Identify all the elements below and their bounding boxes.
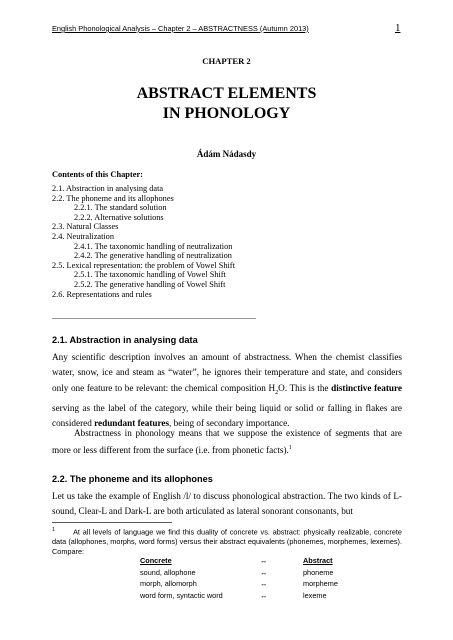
comparison-abstract-cell: lexeme [303, 591, 327, 601]
chapter-title-line-2: IN PHONOLOGY [162, 105, 291, 122]
footnote-divider [52, 522, 172, 523]
toc-item: 2.2.1. The standard solution [74, 203, 167, 213]
comparison-header-row [140, 555, 383, 567]
comparison-row [140, 590, 383, 602]
toc-item: 2.3. Natural Classes [52, 222, 119, 232]
comparison-row [140, 567, 383, 579]
section-2-1-paragraph-2: Abstractness in phonology means that we suppose the existence of segments that are more or less different from the surface (i.e. from phonetic facts).$^1$ [52, 428, 402, 456]
toc-item: 2.6. Representations and rules [52, 289, 152, 299]
chapter-label: CHAPTER 2 [202, 56, 251, 66]
running-header [52, 24, 402, 33]
page-number: 1 [395, 22, 401, 34]
toc-item: 2.2.2. Alternative solutions [74, 212, 164, 222]
table-of-contents [52, 184, 412, 299]
footnote-mark: 1 [52, 527, 56, 533]
toc-item: 2.2. The phoneme and its allophones [52, 193, 174, 203]
contents-divider [52, 318, 256, 319]
comparison-arrow-cell: ↔ [260, 591, 268, 601]
comparison-table [140, 555, 383, 601]
comparison-header-arrow: ↔ [260, 556, 268, 566]
comparison-header-concrete: Concrete [140, 556, 172, 566]
section-2-1-paragraph-1: Any scientific description involves an amount of abstractness. When the chemist classifies water, snow, ice and steam as “water”, he ignores their temperature and state, and considers only one feature to be relevant: the chemical composition $H_2O$. This is the distinctive feature serving as the label of the category, while their being liquid or solid or falling in flakes are considered redundant features, being of secondary importance. [52, 352, 402, 429]
toc-item: 2.5. Lexical representation: the problem of Vowel Shift [52, 260, 235, 270]
comparison-arrow-cell: ↔ [260, 579, 268, 589]
term-redundant-features: redundant features [94, 418, 170, 429]
chapter-title-line-1: ABSTRACT ELEMENTS [136, 85, 317, 102]
comparison-header-abstract: Abstract [303, 556, 333, 566]
term-distinctive-feature: distinctive feature [331, 382, 402, 393]
contents-heading: Contents of this Chapter: [52, 170, 143, 179]
footnote [52, 526, 402, 556]
comparison-abstract-cell: morpheme [303, 579, 338, 589]
comparison-arrow-cell: ↔ [260, 567, 268, 577]
toc-item: 2.4.1. The taxonomic handling of neutralization [74, 241, 233, 251]
comparison-concrete-cell: morph, allomorph [140, 579, 197, 589]
section-heading-2-2: 2.2. The phoneme and its allophones [52, 474, 213, 484]
author-name: Ádám Nádasdy [196, 149, 257, 159]
footnote-reference: 1 [288, 445, 292, 452]
chapter-title [0, 84, 453, 124]
toc-item: 2.4.2. The generative handling of neutralization [74, 251, 232, 261]
toc-item: 2.1. Abstraction in analysing data [52, 184, 164, 193]
toc-item: 2.5.2. The generative handling of Vowel Shift [74, 279, 226, 289]
toc-item: 2.4. Neutralization [52, 231, 114, 241]
footnote-text: At all levels of language we find this duality of concrete vs. abstract: physically realizable, concrete data (allophones, morphs, word forms) versus their abstract equivalents (phonemes, morphemes, lexemes). Compare: [52, 527, 402, 556]
comparison-concrete-cell: sound, allophone [140, 567, 196, 577]
toc-item: 2.5.1. The taxonomic handling of Vowel Shift [74, 270, 226, 280]
comparison-abstract-cell: phoneme [303, 567, 334, 577]
section-2-2-paragraph-1: Let us take the example of English /l/ to discuss phonological abstraction. The two kinds of L-sound, Clear-L and Dark-L are both articulated as lateral sonorant consonants, but [52, 491, 402, 517]
section-heading-2-1: 2.1. Abstraction in analysing data [52, 335, 198, 345]
comparison-concrete-cell: word form, syntactic word [140, 591, 223, 601]
comparison-row [140, 578, 383, 590]
running-title: English Phonological Analysis – Chapter 2 – ABSTRACTNESS (Autumn 2013) [52, 24, 309, 33]
